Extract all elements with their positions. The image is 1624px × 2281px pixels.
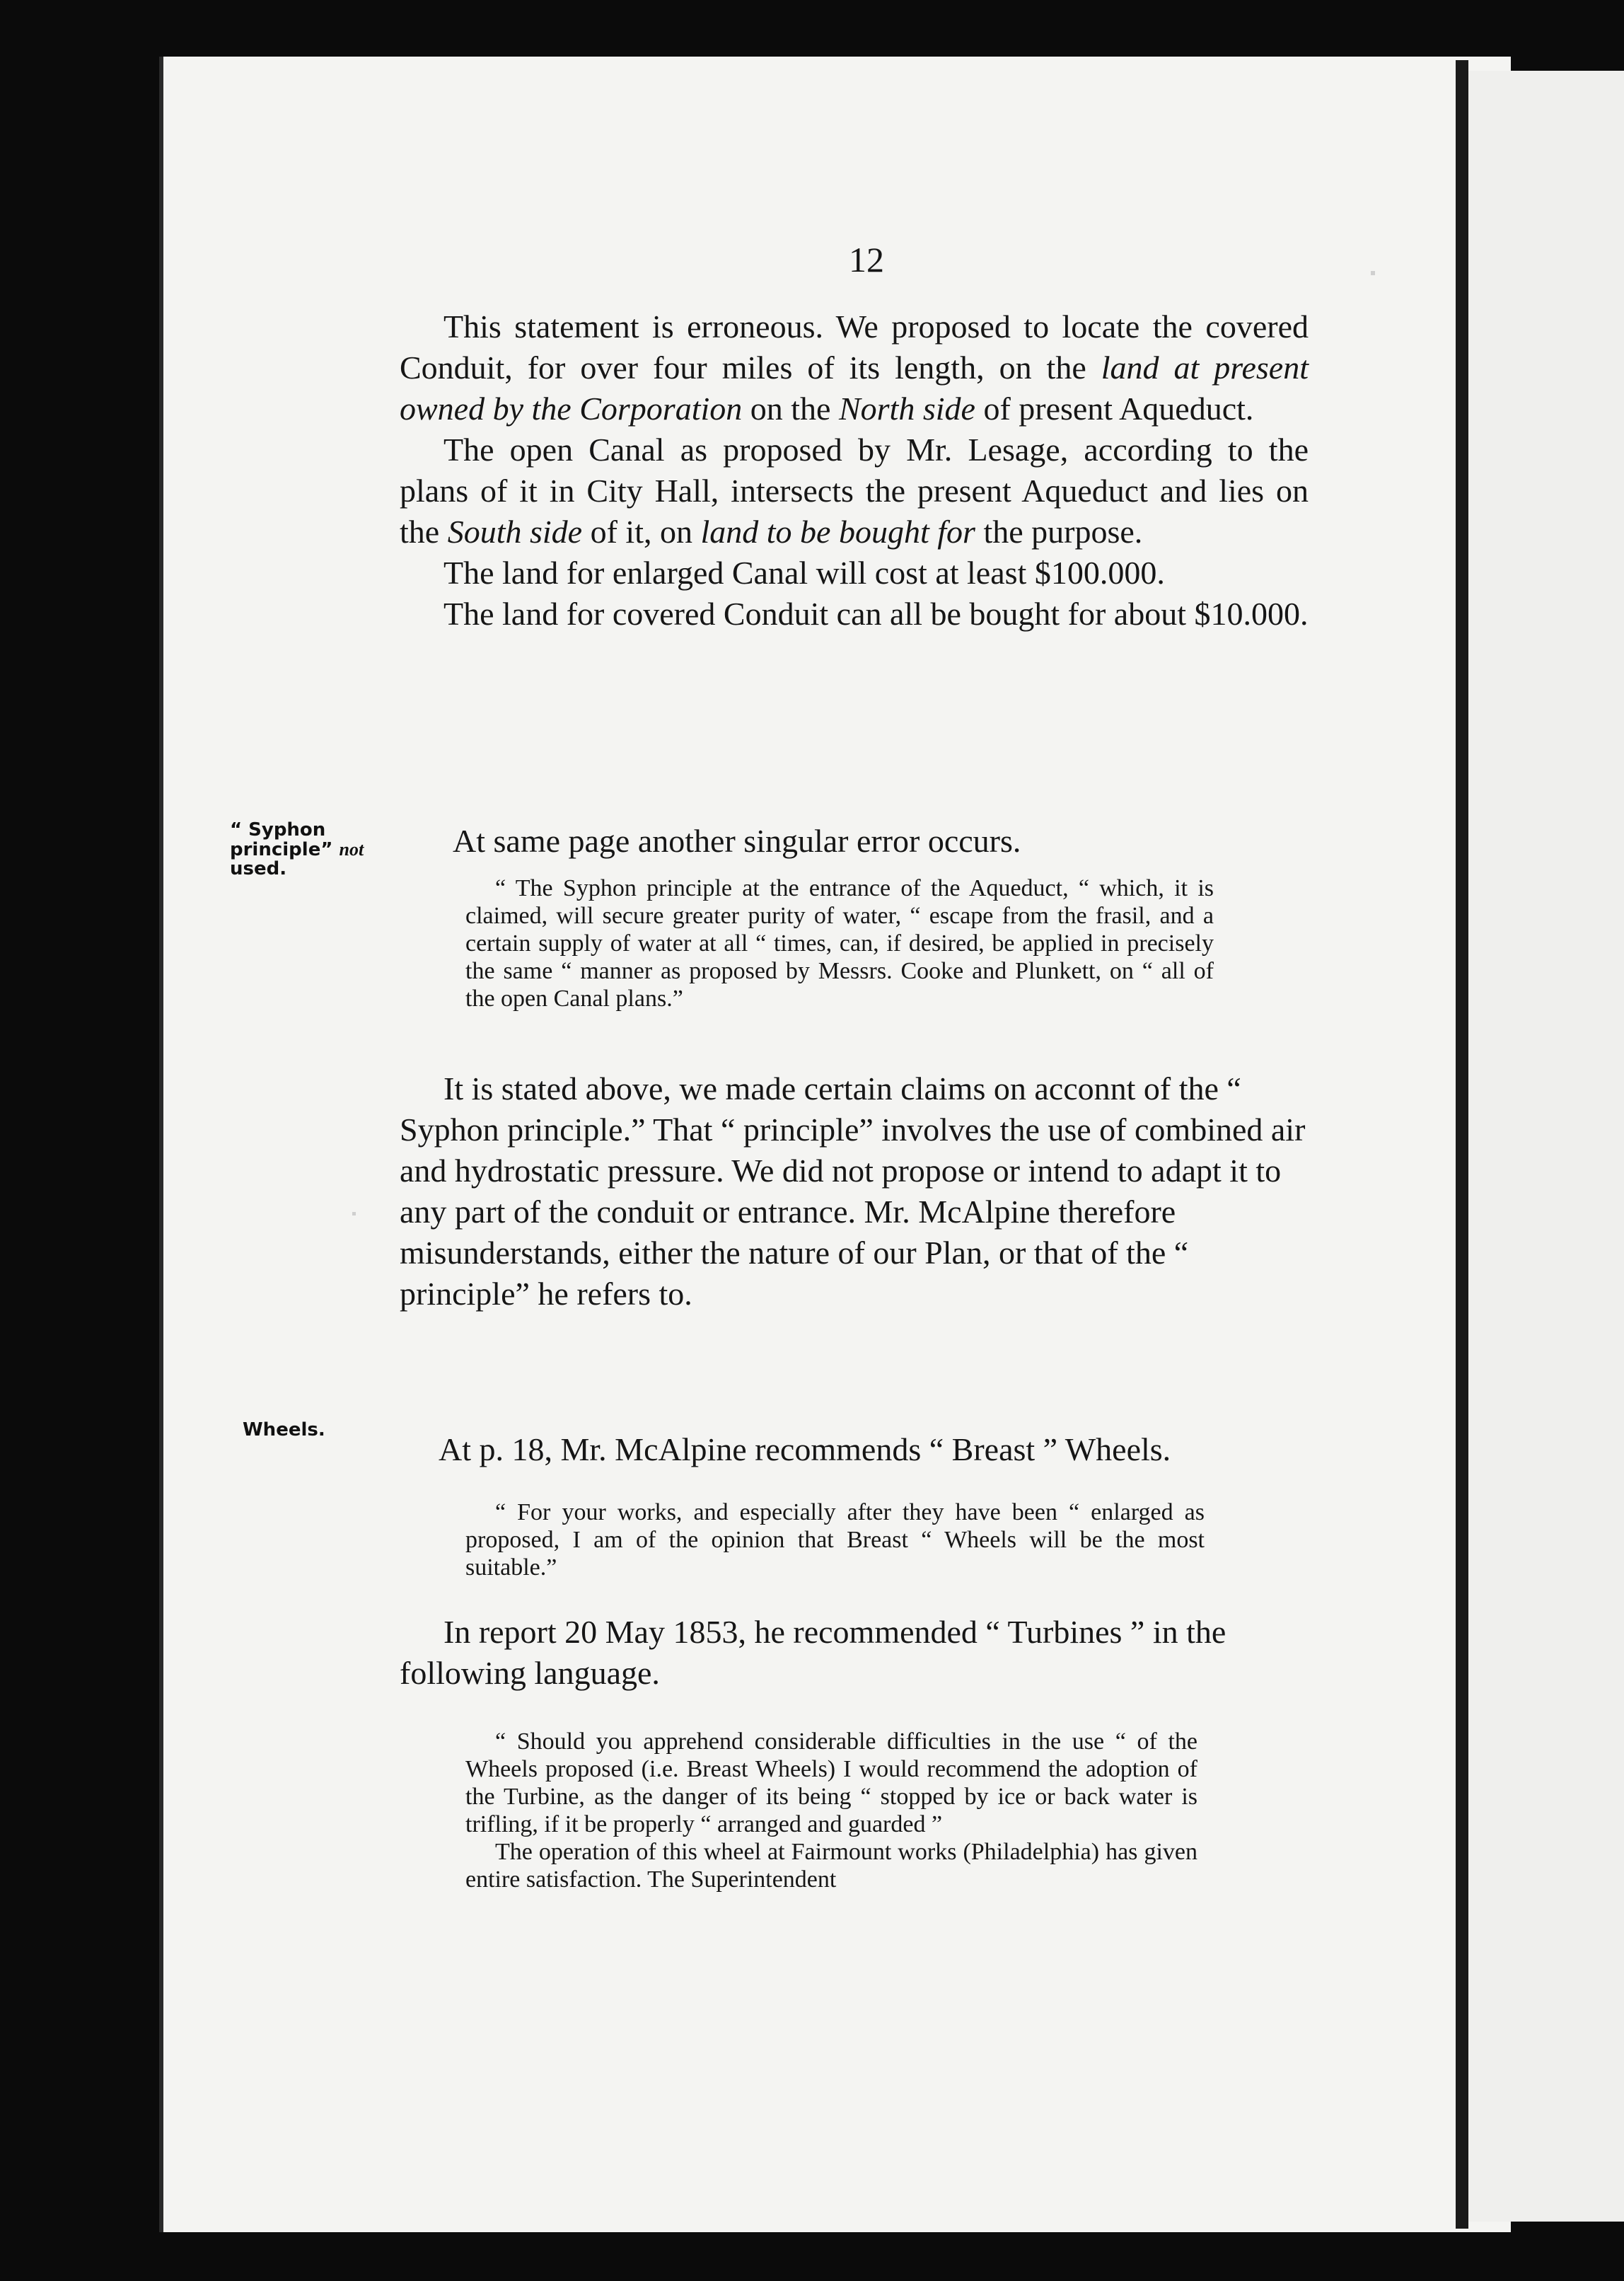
text-run: the purpose. bbox=[975, 514, 1143, 550]
text-run: of it, on bbox=[582, 514, 701, 550]
turbines-body-text: In report 20 May 1853, he recommended “ Turbines ” in the following language. bbox=[400, 1614, 1226, 1691]
text-run: The open Canal as proposed by Mr. Lesage, according to the plans of it in City Hall, intersects the present Aqueduct and lies on the bbox=[400, 432, 1309, 550]
text-run: South side bbox=[447, 514, 583, 550]
text-run: land to be bought for bbox=[700, 514, 975, 550]
syphon-body-text: It is stated above, we made certain claims on acconnt of the “ Syphon principle.” That “ principle” involves the use of combined air and hydrostatic pressure. We did not propose or intend to adapt it to any part of the conduit or entrance. Mr. McAlpine therefore misunderstands, either the nature of our Plan, or that of the “ principle” he refers to. bbox=[400, 1070, 1306, 1312]
wheels-note: Wheels. bbox=[243, 1419, 325, 1440]
text-run: of present Aqueduct. bbox=[975, 391, 1254, 427]
text-run: used. bbox=[230, 858, 287, 879]
section-turbines bbox=[400, 1612, 1309, 1694]
turbine-quote-continuation: The operation of this wheel at Fairmount works (Philadelphia) has given entire satisfaction. The Superintendent bbox=[465, 1839, 1197, 1893]
paragraph bbox=[400, 429, 1309, 553]
text-run: “ Syphon principle” bbox=[230, 819, 340, 860]
ink-speck bbox=[352, 1212, 356, 1215]
text-run: on the bbox=[742, 391, 839, 427]
text-run: This statement is erroneous. We proposed to locate the covered Conduit, for over four miles of its length, on the bbox=[400, 308, 1309, 386]
section-wheels-intro bbox=[439, 1429, 1309, 1470]
section-land-cost bbox=[400, 306, 1309, 635]
text-run: The land for enlarged Canal will cost at least $100.000. bbox=[443, 555, 1165, 591]
facing-page-edge bbox=[1468, 71, 1624, 2222]
paragraph bbox=[400, 553, 1309, 594]
section-syphon-body bbox=[400, 1068, 1309, 1315]
margin-note-wheels bbox=[243, 1421, 384, 1440]
text-run: land at present owned by the Corporation bbox=[400, 350, 1309, 427]
section-syphon-intro bbox=[453, 821, 1309, 862]
turbine-quote-text: “ Should you apprehend considerable difficulties in the use “ of the Wheels proposed (i.e. Breast Wheels) I would recommend the adoption of the Turbine, as the danger of its being “ stopped by ice or back water is trifling, if it be properly “ arranged and guarded ” bbox=[465, 1728, 1197, 1837]
breast-wheels-quote bbox=[465, 1498, 1205, 1581]
ink-speck bbox=[1371, 271, 1375, 275]
page-number: 12 bbox=[849, 240, 884, 279]
syphon-quote bbox=[465, 874, 1214, 1012]
text-run: North side bbox=[838, 391, 975, 427]
breast-wheels-quote-text: “ For your works, and especially after they have been “ enlarged as proposed, I am of the opinion that Breast “ Wheels will be the most suitable.” bbox=[465, 1499, 1205, 1581]
book-spine bbox=[1456, 60, 1468, 2229]
turbine-quote bbox=[465, 1728, 1197, 1893]
text-run: not bbox=[339, 839, 364, 860]
text-run: The land for covered Conduit can all be bought for about $10.000. bbox=[443, 596, 1309, 632]
paragraph bbox=[400, 594, 1309, 635]
syphon-intro-line: At same page another singular error occurs. bbox=[453, 823, 1021, 859]
syphon-quote-text: “ The Syphon principle at the entrance of the Aqueduct, “ which, it is claimed, will secure greater purity of water, “ escape from the frasil, and a certain supply of water at all “ times, can, if desired, be applied in precisely the same “ manner as proposed by Messrs. Cooke and Plunkett, on “ all of the open Canal plans.” bbox=[465, 875, 1214, 1012]
wheels-intro-line: At p. 18, Mr. McAlpine recommends “ Breast ” Wheels. bbox=[439, 1431, 1171, 1467]
margin-note-syphon bbox=[230, 821, 400, 879]
paragraph bbox=[400, 306, 1309, 429]
